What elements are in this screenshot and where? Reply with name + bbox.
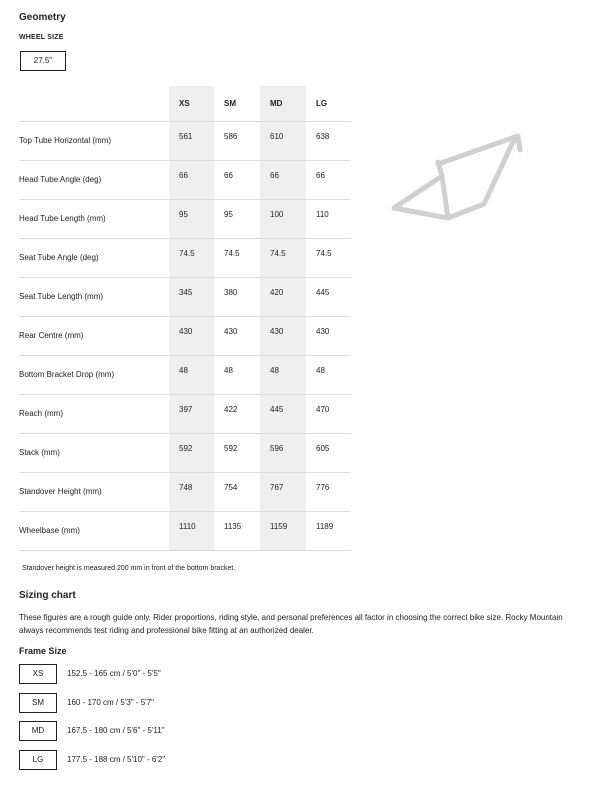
geometry-row xyxy=(19,122,351,161)
row-label: Rear Centre (mm) xyxy=(19,317,169,356)
cell-md: 767 xyxy=(260,473,306,512)
cell-sm: 586 xyxy=(214,122,260,161)
size-button-md[interactable]: MD xyxy=(19,721,57,741)
cell-lg: 430 xyxy=(306,317,351,356)
cell-md: 100 xyxy=(260,200,306,239)
cell-lg: 445 xyxy=(306,278,351,317)
cell-lg: 776 xyxy=(306,473,351,512)
geometry-header-row xyxy=(19,86,351,122)
geometry-row xyxy=(19,239,351,278)
cell-lg: 1189 xyxy=(306,512,351,551)
cell-sm: 48 xyxy=(214,356,260,395)
geometry-row xyxy=(19,278,351,317)
wheel-size-button[interactable]: 27.5" xyxy=(20,51,66,71)
row-label: Seat Tube Length (mm) xyxy=(19,278,169,317)
size-button-lg[interactable]: LG xyxy=(19,750,57,770)
size-button-sm[interactable]: SM xyxy=(19,693,57,713)
cell-xs: 430 xyxy=(169,317,214,356)
geometry-row xyxy=(19,317,351,356)
geometry-row xyxy=(19,434,351,473)
sizing-description: These figures are a rough guide only. Rider proportions, riding style, and personal preferences all factor in choosing the correct bike size. Rocky Mountain always recommends test riding and professional bike fitting at an authorized dealer. xyxy=(19,613,563,635)
cell-md: 66 xyxy=(260,161,306,200)
row-label: Head Tube Angle (deg) xyxy=(19,161,169,200)
sizing-chart-title: Sizing chart xyxy=(19,590,76,601)
cell-md: 420 xyxy=(260,278,306,317)
cell-sm: 66 xyxy=(214,161,260,200)
cell-xs: 48 xyxy=(169,356,214,395)
cell-xs: 592 xyxy=(169,434,214,473)
cell-lg: 470 xyxy=(306,395,351,434)
size-button-xs[interactable]: XS xyxy=(19,664,57,684)
cell-sm: 754 xyxy=(214,473,260,512)
row-label: Stack (mm) xyxy=(19,434,169,473)
cell-md: 610 xyxy=(260,122,306,161)
cell-sm: 430 xyxy=(214,317,260,356)
row-label: Head Tube Length (mm) xyxy=(19,200,169,239)
frame-stays xyxy=(394,176,448,218)
cell-xs: 1110 xyxy=(169,512,214,551)
cell-sm: 74.5 xyxy=(214,239,260,278)
geometry-row xyxy=(19,473,351,512)
geometry-table xyxy=(19,86,351,551)
row-label: Standover Height (mm) xyxy=(19,473,169,512)
cell-xs: 748 xyxy=(169,473,214,512)
cell-md: 596 xyxy=(260,434,306,473)
cell-md: 430 xyxy=(260,317,306,356)
row-label: Reach (mm) xyxy=(19,395,169,434)
frame-size-label: Frame Size xyxy=(19,646,67,656)
cell-lg: 605 xyxy=(306,434,351,473)
cell-md: 74.5 xyxy=(260,239,306,278)
cell-xs: 66 xyxy=(169,161,214,200)
cell-sm: 95 xyxy=(214,200,260,239)
geometry-row xyxy=(19,395,351,434)
cell-sm: 592 xyxy=(214,434,260,473)
cell-lg: 638 xyxy=(306,122,351,161)
cell-lg: 74.5 xyxy=(306,239,351,278)
size-range: 177.5 - 188 cm / 5'10" - 6'2" xyxy=(67,755,166,764)
frame-down-tube xyxy=(442,144,512,218)
cell-sm: 380 xyxy=(214,278,260,317)
cell-xs: 74.5 xyxy=(169,239,214,278)
geometry-row xyxy=(19,161,351,200)
size-range: 152.5 - 165 cm / 5'0" - 5'5" xyxy=(67,669,161,678)
size-range: 167.5 - 180 cm / 5'6" - 5'11" xyxy=(67,726,165,735)
cell-lg: 48 xyxy=(306,356,351,395)
row-label: Top Tube Horizontal (mm) xyxy=(19,122,169,161)
wheel-size-label: WHEEL SIZE xyxy=(19,34,64,41)
cell-sm: 422 xyxy=(214,395,260,434)
cell-xs: 345 xyxy=(169,278,214,317)
geometry-row xyxy=(19,356,351,395)
column-header-xs: XS xyxy=(169,86,214,122)
column-header-sm: SM xyxy=(214,86,260,122)
row-label: Seat Tube Angle (deg) xyxy=(19,239,169,278)
geometry-row xyxy=(19,200,351,239)
row-label: Bottom Bracket Drop (mm) xyxy=(19,356,169,395)
cell-md: 445 xyxy=(260,395,306,434)
cell-md: 1159 xyxy=(260,512,306,551)
cell-lg: 66 xyxy=(306,161,351,200)
bike-frame-icon xyxy=(388,128,528,224)
size-range: 160 - 170 cm / 5'3" - 5'7" xyxy=(67,698,154,707)
standover-note: Standover height is measured 200 mm in front of the bottom bracket. xyxy=(22,565,236,572)
geometry-title: Geometry xyxy=(19,12,66,23)
row-label: Wheelbase (mm) xyxy=(19,512,169,551)
column-header-md: MD xyxy=(260,86,306,122)
cell-xs: 561 xyxy=(169,122,214,161)
header-empty-cell xyxy=(19,86,169,122)
cell-lg: 110 xyxy=(306,200,351,239)
cell-md: 48 xyxy=(260,356,306,395)
cell-xs: 95 xyxy=(169,200,214,239)
column-header-lg: LG xyxy=(306,86,351,122)
cell-sm: 1135 xyxy=(214,512,260,551)
cell-xs: 397 xyxy=(169,395,214,434)
geometry-row xyxy=(19,512,351,551)
